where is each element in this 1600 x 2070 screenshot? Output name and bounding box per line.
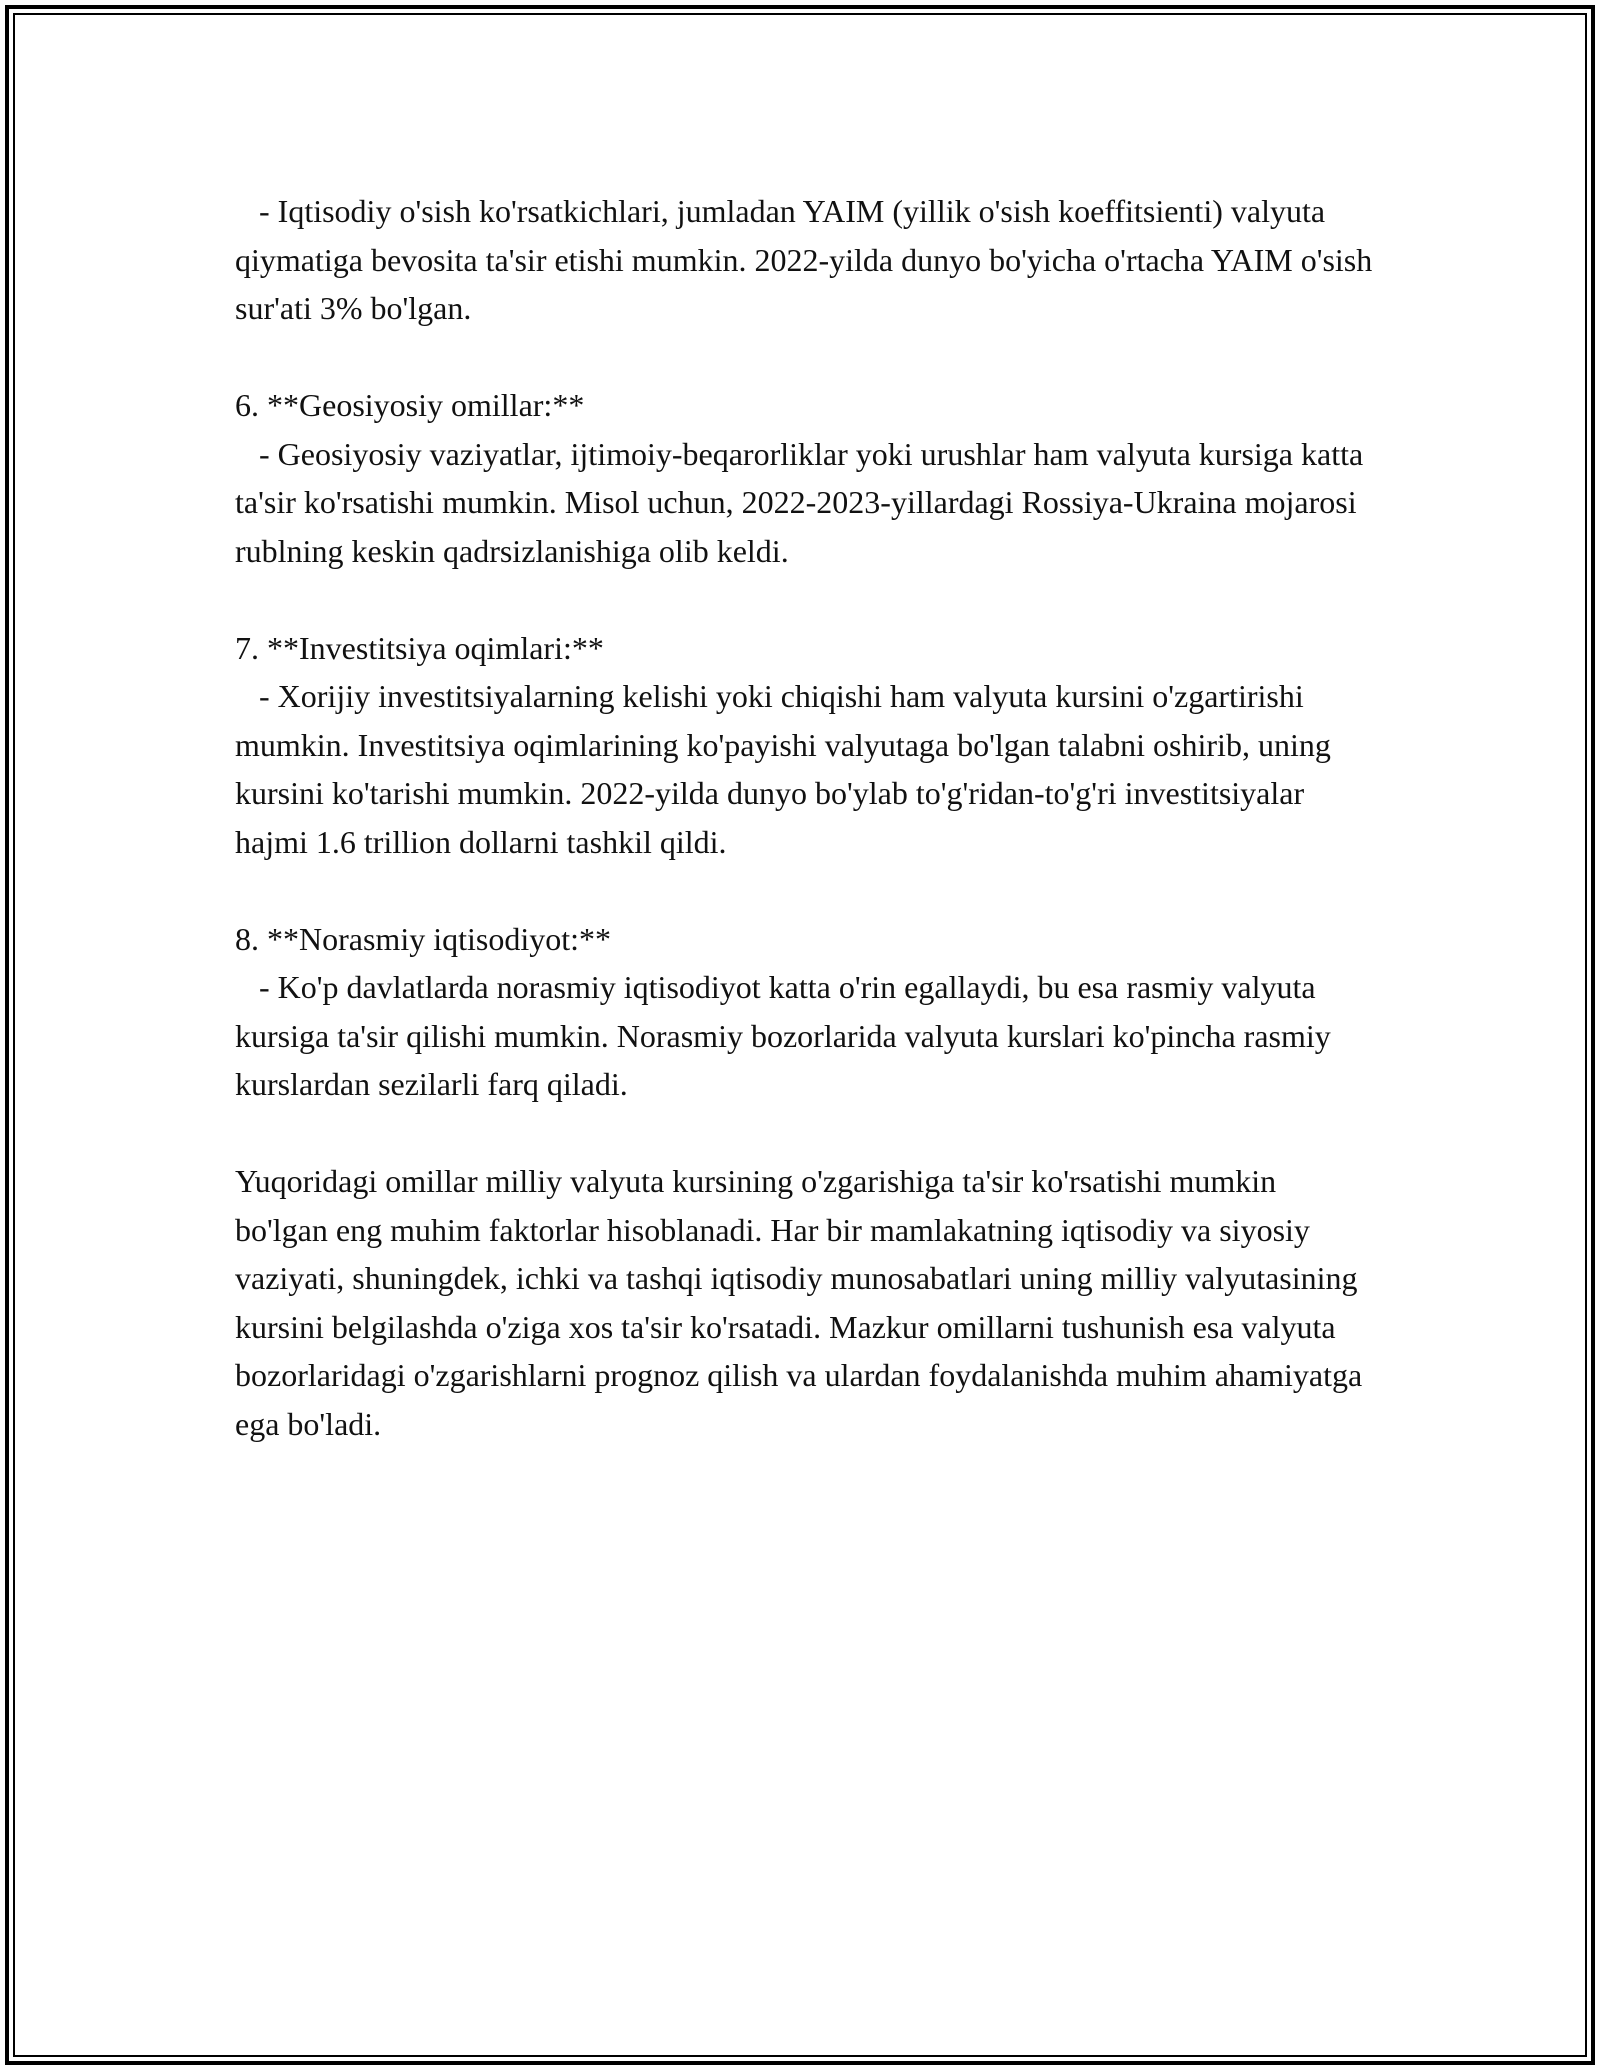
section-body-norasmiy: - Ko'p davlatlarda norasmiy iqtisodiyot katta o'rin egallaydi, bu esa rasmiy valyuta kursiga ta'sir qilishi mumkin. Norasmiy bozorlarida valyuta kurslari ko'pincha rasmiy kurslardan sezilarli farq qiladi. bbox=[235, 969, 1339, 1102]
paragraph-gap bbox=[235, 1109, 1375, 1158]
section-heading-investitsiya: 7. **Investitsiya oqimlari:** bbox=[235, 629, 604, 666]
conclusion-paragraph: Yuqoridagi omillar milliy valyuta kursining o'zgarishiga ta'sir ko'rsatishi mumkin bo'lgan eng muhim faktorlar hisoblanadi. Har bir mamlakatning iqtisodiy va siyosiy vaziyati, shuningdek, ichki va tashqi iqtisodiy munosabatlari uning milliy valyutasining kursini belgilashda o'ziga xos ta'sir ko'rsatadi. Mazkur omillarni tushunish esa valyuta bozorlaridagi o'zgarishlarni prognoz qilish va ulardan foydalanishda muhim ahamiyatga ega bo'ladi. bbox=[235, 1163, 1371, 1442]
document-body bbox=[235, 187, 1381, 1448]
paragraph-gap bbox=[235, 575, 1375, 624]
intro-bullet: - Iqtisodiy o'sish ko'rsatkichlari, jumladan YAIM (yillik o'sish koeffitsienti) valyuta qiymatiga bevosita ta'sir etishi mumkin. 2022-yilda dunyo bo'yicha o'rtacha YAIM o'sish sur'ati 3% bo'lgan. bbox=[235, 193, 1381, 326]
section-heading-norasmiy: 8. **Norasmiy iqtisodiyot:** bbox=[235, 920, 611, 957]
paragraph-gap bbox=[235, 333, 1375, 382]
section-body-geosiyosiy: - Geosiyosiy vaziyatlar, ijtimoiy-beqarorliklar yoki urushlar ham valyuta kursiga katta ta'sir ko'rsatishi mumkin. Misol uchun, 2022-2023-yillardagi Rossiya-Ukraina mojarosi rublning keskin qadrsizlanishiga olib keldi. bbox=[235, 435, 1372, 569]
paragraph-gap bbox=[235, 866, 1375, 915]
section-heading-geosiyosiy: 6. **Geosiyosiy omillar:** bbox=[235, 387, 585, 423]
section-body-investitsiya: - Xorijiy investitsiyalarning kelishi yoki chiqishi ham valyuta kursini o'zgartirishi mumkin. Investitsiya oqimlarining ko'payishi valyutaga bo'lgan talabni oshirib, uning kursini ko'tarishi mumkin. 2022-yilda dunyo bo'ylab to'g'ridan-to'g'ri investitsiyalar hajmi 1.6 trillion dollarni tashkil qildi. bbox=[235, 678, 1339, 860]
